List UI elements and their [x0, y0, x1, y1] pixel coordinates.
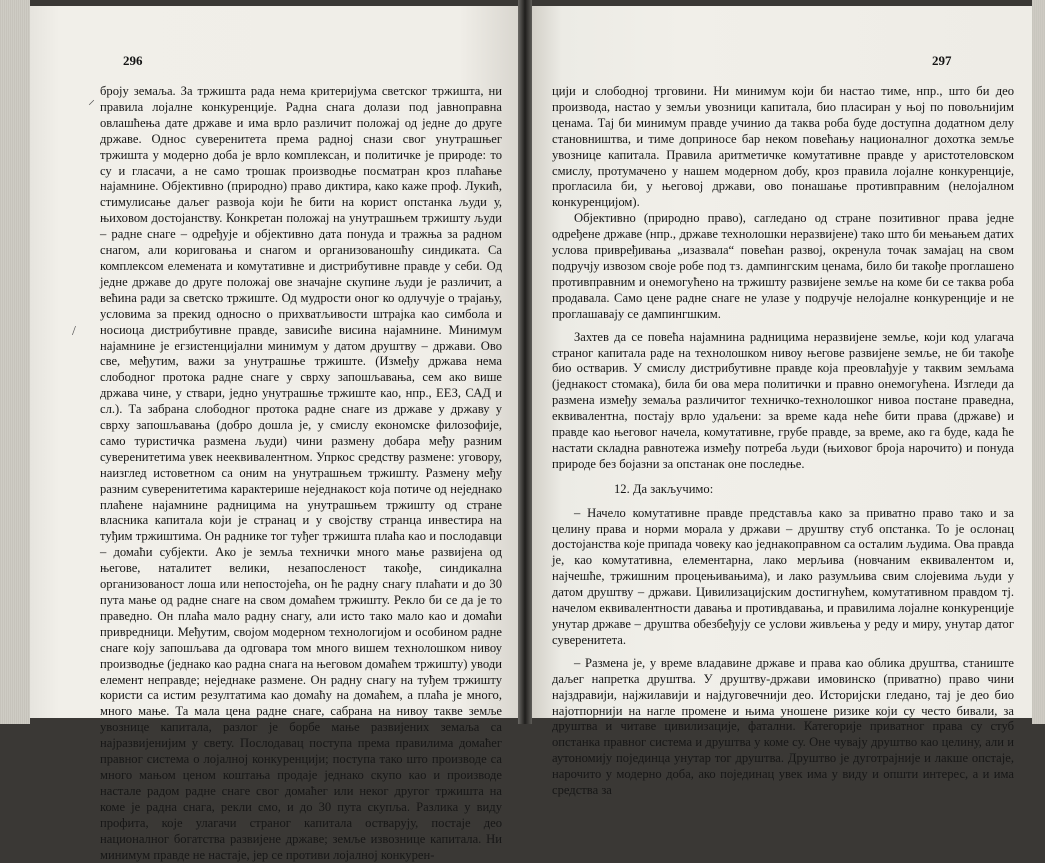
paragraph: Објективно (природно право), сагледано од стране позитивног права једне одређене државе (нпр., државе технолошки неразвијене) тако што би мењањем датих услова привређивања „изазвала“ повећан развој, окренула точак замајац на свом подручју извозом своје робе под тз. дампингским ценама, било би такође проглашено противправним и онемогућено на тржишту развијене земље на коме би се таква роба продавала. Само цене радне снаге не улазе у подручје нелојалне конкуренције и не проглашавају се дампингшким. [552, 211, 1014, 321]
book-gutter [518, 0, 532, 724]
pencil-mark-icon: / [72, 324, 76, 339]
left-page [30, 6, 518, 862]
left-text-column [100, 84, 502, 863]
paragraph: – Начело комутативне правде представља како за приватно право тако и за целину права и норми морала у држави – друштву стуб опстанка. То је ослонац достојанства које припада човеку као једнакоправном са осталим људима. Ова правда је, као комутативна, елементарна, лако мерљива (новчаним еквивалентом и, најчешће, тржишним процењивањима), и лако разумљива свим слојевима људи у датом друштву – држави. Цивилизацијским достигнућем, комутативном правдом тј. начелом еквивалентности давања и противдавања, и правилима лојалне конкуренције унутар државе – друштва обезбеђују се услови живљења у реду и миру, унутар датог суверенитета. [552, 505, 1014, 647]
paragraph: – Размена је, у време владавине државе и права као облика друштва, станиште даљег напретка друштва. У друштву-држави имовинско (приватно) право чини најздравији, најжилавији и најдуговечнији део. Историјски гледано, тај је део био најотпорнији на нагле промене и њима уношене ризике који су често бивали, за друштва и читаве цивилизације, фатални. Категорије приватног права су стуб опстанка правног система и друштва у коме су. Оне чувају друштво као целину, али и аутономију појединца унутар тог друштва. Друштво је дуготрајније и лакше опстаје, нарочито у модерно доба, ако појединац увек има у виду и општи интерес, а и има средства за [552, 655, 1014, 798]
page-number-left: 296 [123, 53, 143, 68]
section-heading: 12. Да закључимо: [614, 481, 714, 496]
paragraph: Захтев да се повећа најамнина радницима неразвијене земље, који код улагача страног капитала раде на технолошком нивоу његове развијене земље, не би такође био остварив. У смислу дистрибутивне правде која преовлађује у таквим земљама (једнакост стомака), била би ова мера политички и правно онемогућена. Изгледи да размена између земаља различитог техничко-технолошког нивоа постане праведна, еквивалентна, постају врло удаљени: за време када неће бити права (државе) и правде као његовог начела, комутативне, грубе правде, за време, ако га буде, када ће настати складна равнотежа између потреба људи (њиховог броја нарочито) и понуда природе без бојазни за опстанак оне последње. [552, 329, 1014, 471]
page-number-right: 297 [932, 53, 952, 68]
book-page-edges-left [0, 0, 30, 724]
right-text-column [552, 84, 1014, 799]
paragraph: броју земаља. За тржишта рада нема критеријума светског тржишта, ни правила лојалне конкуренције. Радна снага долази под јавноправна овлашћења дате државе и има врло различит положај од једне до друге државе. Однос суверенитета према радној снази свог унутрашњег тржишта у модерно доба је врло комплексан, и политичке је природе: то су и гласачи, а не само трошак производње посматран кроз плаћање најамнине. Објективно (природно) право диктира, како каже проф. Лукић, стимулисање даљег развоја који ће бити на корист опстанка људи у, њиховом достојанству. Конкретан положај на унутрашњем тржишту људи – радне снаге – одређује и објективно дата понуда и тражња за радном снагом, али кориговања и снагом и организованошћу синдиката. Са комплексом елемената и комутативне и дистрибутивне правде у себи. Од једне државе до друге положај ове значајне скупине људи је различит, а већина ради за светско тржиште. Од мудрости оног ко одлучује о трајању, условима за прекид односно о прихватљивости штрајка као симбола и носиоца дистрибутивне правде, зависиће висина најамнине. Минимум најамнине је егзистенцијални минимум у датом друштву – држави. Ово све, међутим, важи за унутрашње тржиште. (Између држава нема слободног протока радне снаге у сврху запошљавања, сем ако више држава чине, у ствари, једно унутрашње тржиште као, нпр., ЕЕЗ, САД и сл.). Та забрана слободног протока радне снаге из државе у државу у сврху запошљавања (добро дошла је, у смислу економске филозофије, само туристичка размена људи) чини размену добара међу разним суверенитетима увек нееквивалентном. Упркос средству размене: уговору, наизглед истоветном са оним на унутрашњем тржишту. Размену међу разним суверенитетима карактерише неједнакост која потиче од неједнако плаћене најамнине радницима на унутрашњем тржишту од стране власника капитала који је странац и у својству странца инвестира на туђим тржиштима. Он раднике тог туђег тржишта плаћа као и послодавци – домаћи субјекти. Ако је земља технички много мање развијена од његове, наталитет велики, незапосленост такође, синдикална организованост лоша или непостојећа, он ће радну снагу плаћати и до 30 пута мање од радне снаге на свом домаћем тржишту. Рекло би се да је то праведно. Он плаћа мало радну снагу, али исто тако мало као и домаћи привредници. Међутим, својом модерном технологијом и особином радне снаге коју запошљава да одговара том много вишем технолошком нивоу производње (једнако као радна снага на његовом домаћем тржишту) уводи елемент неправде; неједнаке размене. Он радну снагу на туђем тржишту користи са истим резултатима као домаћу на домаћем, а плаћа је много, много мање. Та мала цена радне снаге, сабрана на нивоу такве земље увознице капитала, разлог је борбе мање развијених земаља са најразвијенијим у свету. Послодавац поступа према правилима домаћег правног система о лојалној конкуренцији; поступа тако што производе са много мањом ценом коштања продаје једнако скупо као и производе настале радом радне снаге свог домаћег или неког другог тржишта на коме је радна снага, рекли смо, и до 30 пута скупља. Разлика у виду профита, које улагачи страног капитала остварују, постаје део националног богатства развијене државе; земље извознице капитала. Ни минимум правде не настаје, јер се противи лојалној конкурен- [100, 84, 502, 862]
book-page-edges-right [1032, 0, 1045, 724]
right-page [532, 6, 1032, 798]
paragraph: цији и слободној трговини. Ни минимум који би настао тиме, нпр., што би део производа, настао у земљи увозници капитала, био пласиран у њој по повољнијим ценама. Тај би минимум правде учинио да таква роба буде доступна додатном делу становништва, и тиме доприносе бар неком повећању националног дохотка земље увознице капитала. Правила аритметичке комутативне правде у аристотеловском смислу, протумачено у нашем модерном добу, кроз правила лојалне конкуренције, прогласила би, у његовој држави, ово понашање противправним (нелојалном конкуренцијом). [552, 84, 1014, 210]
pencil-mark-icon: ⸝ [88, 93, 95, 108]
